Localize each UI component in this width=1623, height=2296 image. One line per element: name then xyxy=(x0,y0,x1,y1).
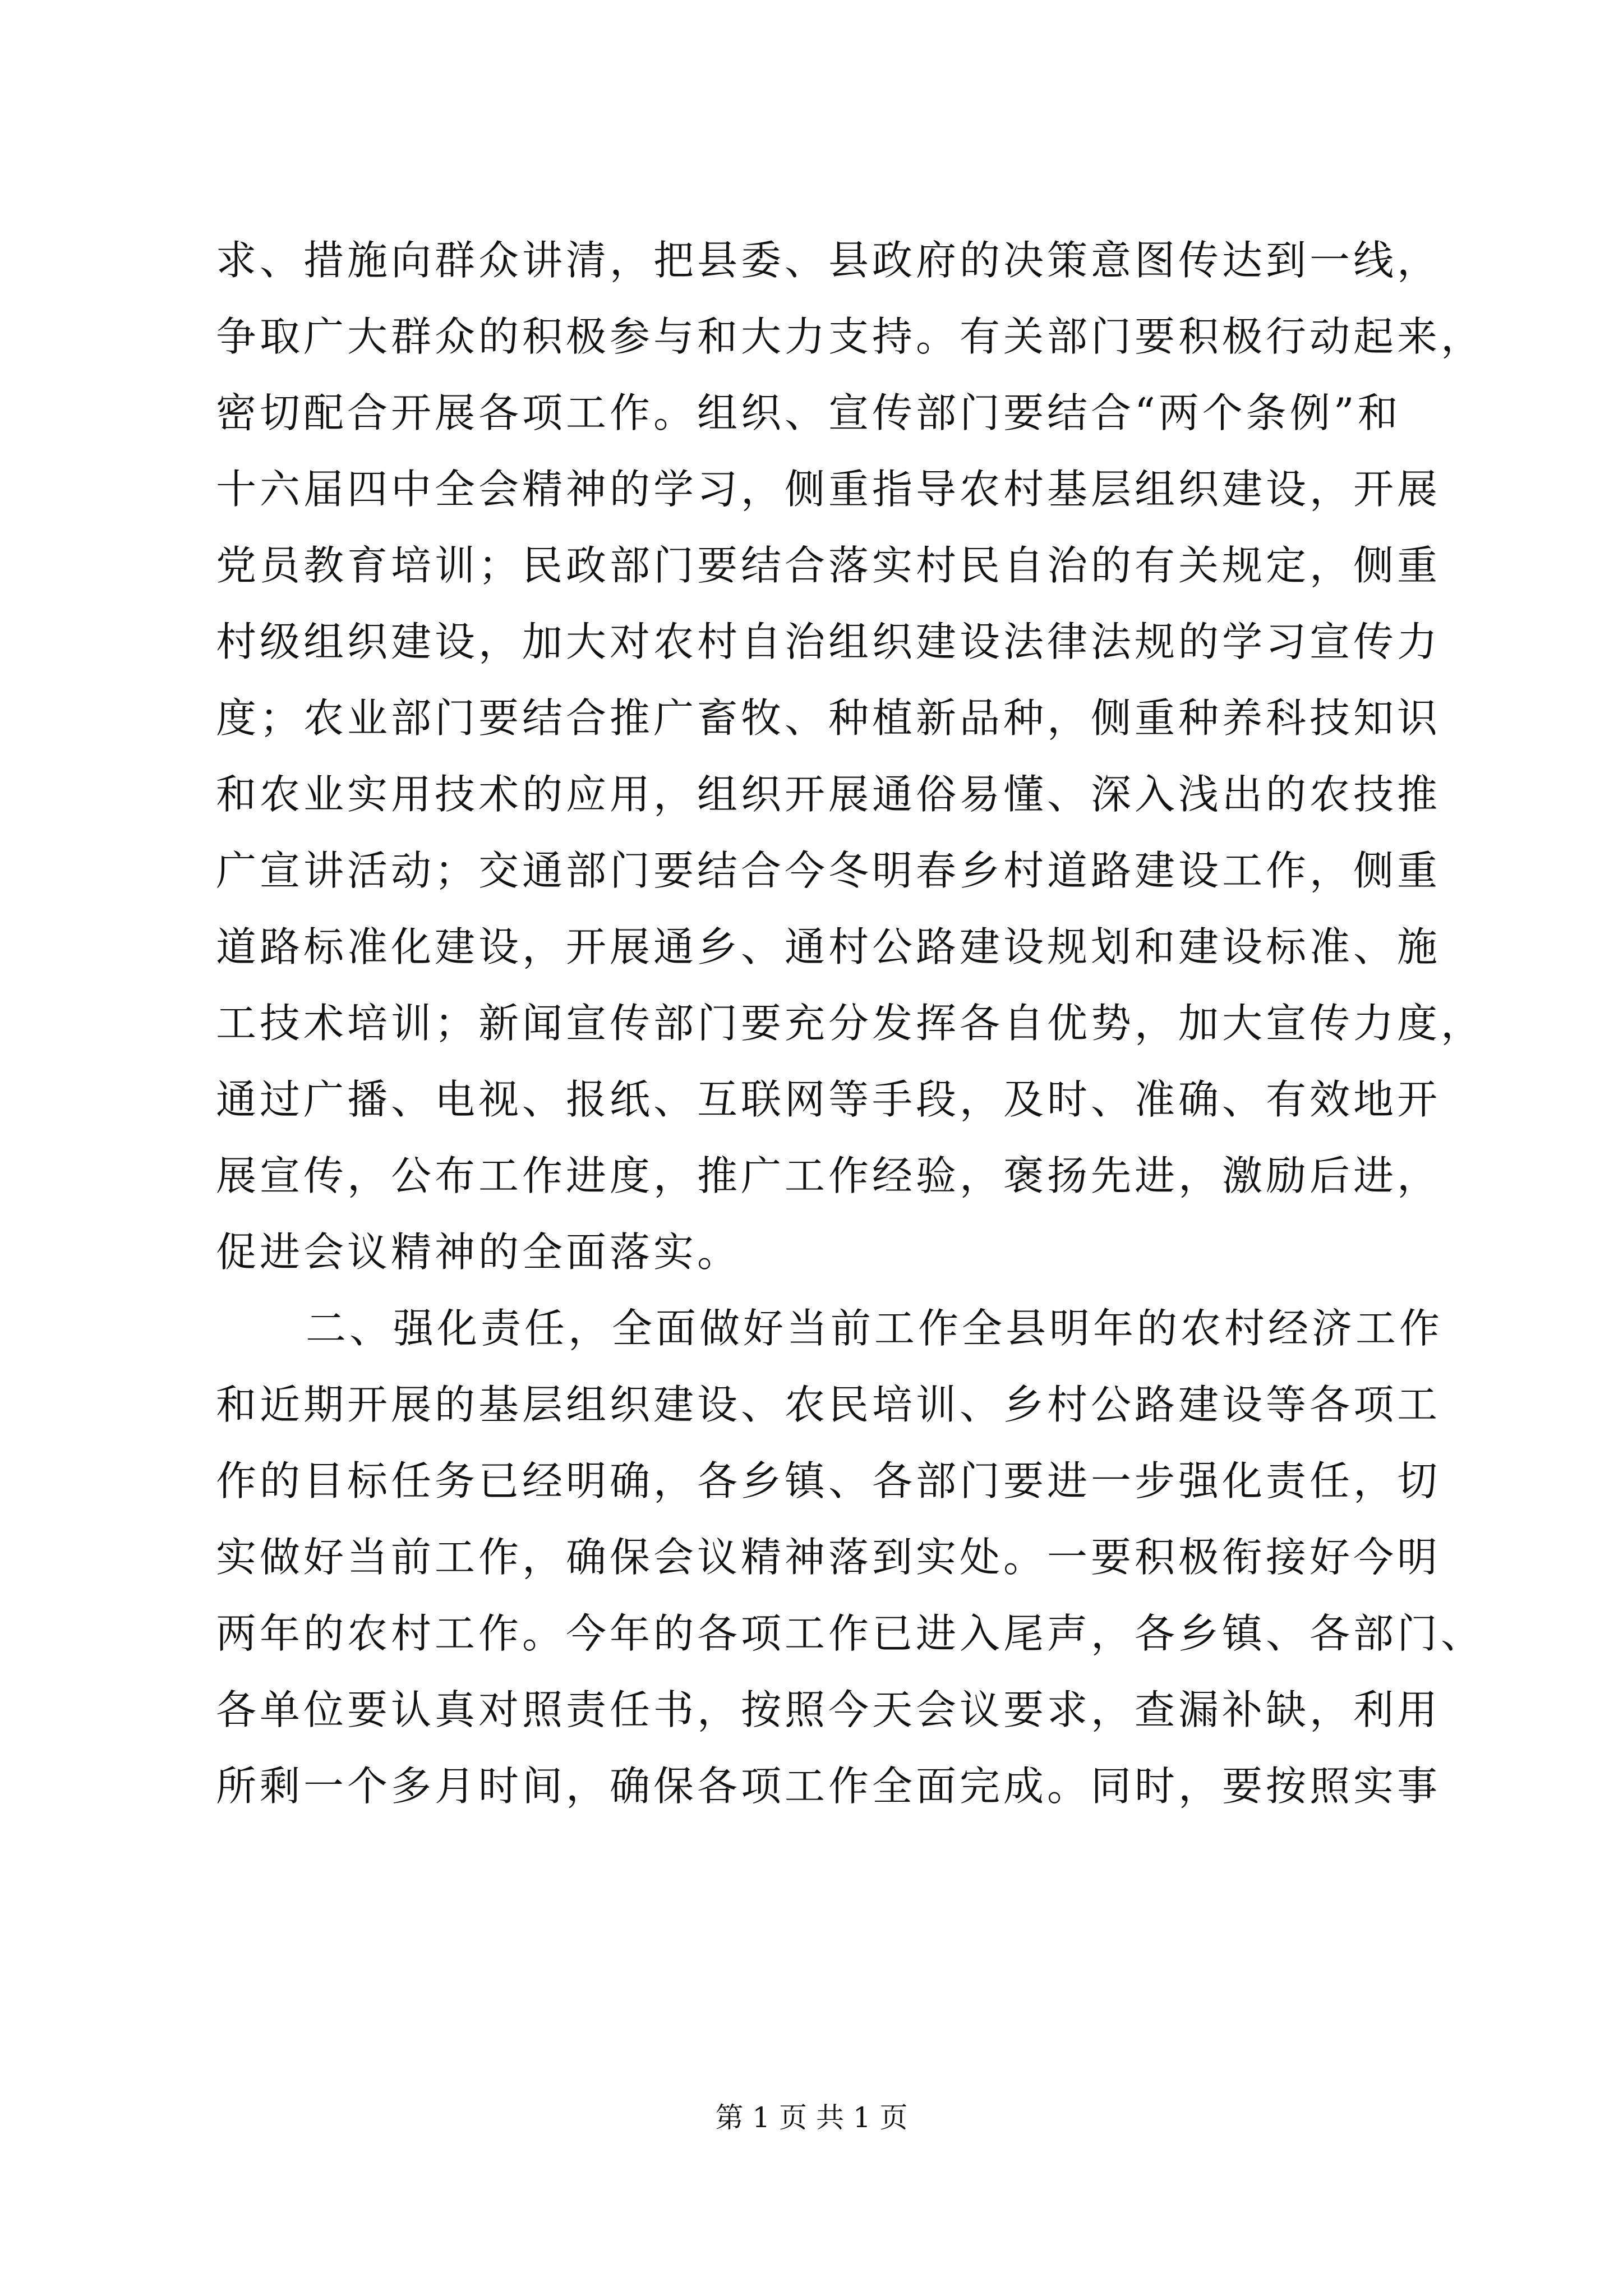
text-line: 和近期开展的基层组织建设、农民培训、乡村公路建设等各项工 xyxy=(216,1381,1441,1428)
text-line: 两年的农村工作。今年的各项工作已进入尾声，各乡镇、各部门、 xyxy=(216,1610,1485,1657)
paragraph-start-line: 二、强化责任，全面做好当前工作全县明年的农村经济工作 xyxy=(306,1305,1444,1352)
text-line: 度；农业部门要结合推广畜牧、种植新品种，侧重种养科技知识 xyxy=(216,694,1441,742)
text-line: 和农业实用技术的应用，组织开展通俗易懂、深入浅出的农技推 xyxy=(216,771,1441,818)
text-line: 展宣传，公布工作进度，推广工作经验，褒扬先进，激励后进， xyxy=(216,1152,1441,1199)
text-line: 各单位要认真对照责任书，按照今天会议要求，查漏补缺，利用 xyxy=(216,1686,1441,1733)
text-line: 作的目标任务已经明确，各乡镇、各部门要进一步强化责任，切 xyxy=(216,1457,1441,1504)
text-line: 实做好当前工作，确保会议精神落到实处。一要积极衔接好今明 xyxy=(216,1534,1441,1581)
text-line: 密切配合开展各项工作。组织、宣传部门要结合“两个条例”和 xyxy=(216,389,1401,436)
text-line: 争取广大群众的积极参与和大力支持。有关部门要积极行动起来， xyxy=(216,313,1485,360)
document-body xyxy=(216,222,1485,1824)
text-line: 求、措施向群众讲清，把县委、县政府的决策意图传达到一线， xyxy=(216,237,1441,284)
text-line: 村级组织建设，加大对农村自治组织建设法律法规的学习宣传力 xyxy=(216,618,1441,665)
text-line: 工技术培训；新闻宣传部门要充分发挥各自优势，加大宣传力度， xyxy=(216,1000,1485,1047)
text-line: 通过广播、电视、报纸、互联网等手段，及时、准确、有效地开 xyxy=(216,1076,1441,1123)
text-line: 党员教育培训；民政部门要结合落实村民自治的有关规定，侧重 xyxy=(216,542,1441,589)
text-line: 十六届四中全会精神的学习，侧重指导农村基层组织建设，开展 xyxy=(216,466,1441,513)
text-line: 所剩一个多月时间，确保各项工作全面完成。同时，要按照实事 xyxy=(216,1763,1441,1810)
text-line: 广宣讲活动；交通部门要结合今冬明春乡村道路建设工作，侧重 xyxy=(216,847,1441,894)
page-footer: 第 1 页 共 1 页 xyxy=(715,2101,908,2134)
text-line: 促进会议精神的全面落实。 xyxy=(216,1228,741,1276)
text-line: 道路标准化建设，开展通乡、通村公路建设规划和建设标准、施 xyxy=(216,923,1441,970)
